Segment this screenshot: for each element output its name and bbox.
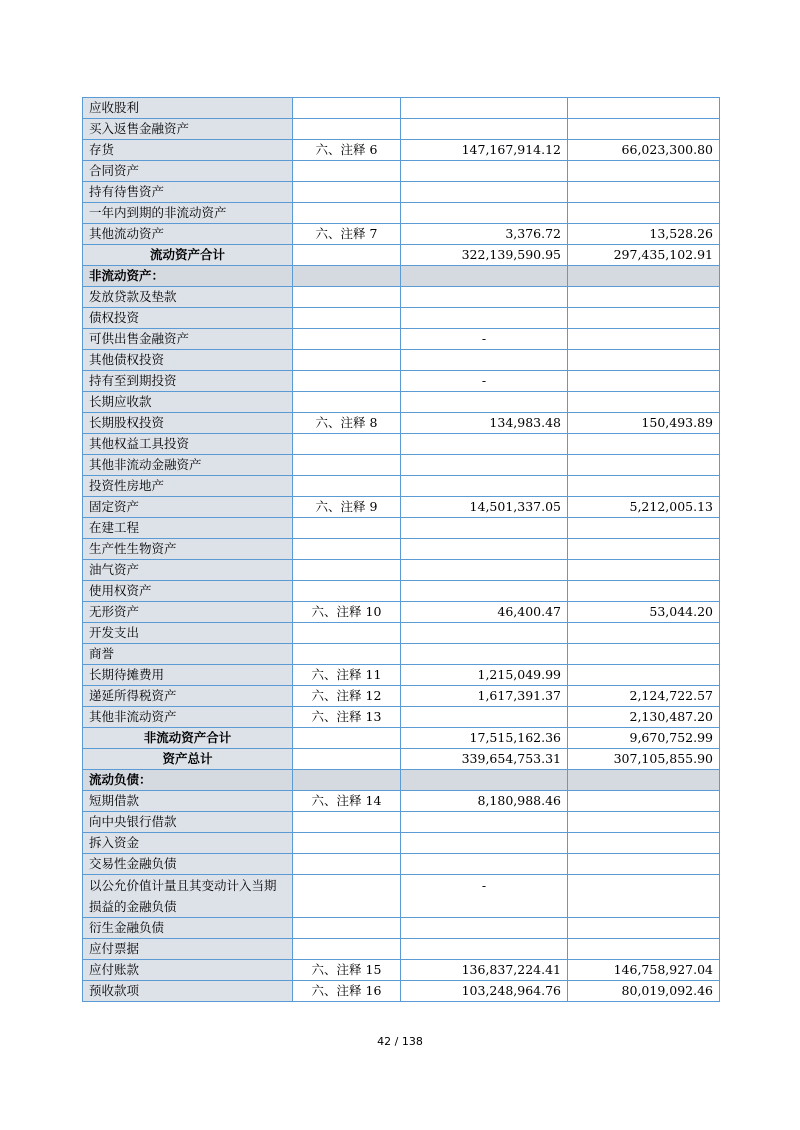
section-label: 非流动资产： xyxy=(83,266,293,287)
row-label: 一年内到期的非流动资产 xyxy=(83,203,293,224)
row-current xyxy=(401,560,568,581)
row-label: 债权投资 xyxy=(83,308,293,329)
section-label: 流动负债： xyxy=(83,770,293,791)
row-note xyxy=(293,161,401,182)
row-note xyxy=(293,560,401,581)
row-current: 17,515,162.36 xyxy=(401,728,568,749)
table-row xyxy=(83,833,720,854)
row-previous xyxy=(568,455,720,476)
row-label: 长期应收款 xyxy=(83,392,293,413)
row-current: 136,837,224.41 xyxy=(401,960,568,981)
row-current xyxy=(401,518,568,539)
row-current xyxy=(401,455,568,476)
row-previous xyxy=(568,939,720,960)
table-row xyxy=(83,203,720,224)
row-label: 预收款项 xyxy=(83,981,293,1002)
row-current xyxy=(401,182,568,203)
row-previous: 13,528.26 xyxy=(568,224,720,245)
row-previous xyxy=(568,581,720,602)
row-note xyxy=(293,833,401,854)
row-current xyxy=(401,707,568,728)
row-previous: 66,023,300.80 xyxy=(568,140,720,161)
table-row xyxy=(83,455,720,476)
row-previous xyxy=(568,287,720,308)
row-previous xyxy=(568,161,720,182)
row-note xyxy=(293,728,401,749)
row-current: 134,983.48 xyxy=(401,413,568,434)
row-note: 六、注释 8 xyxy=(293,413,401,434)
row-previous xyxy=(568,392,720,413)
row-current xyxy=(401,287,568,308)
table-row xyxy=(83,140,720,161)
row-label: 短期借款 xyxy=(83,791,293,812)
row-previous: 80,019,092.46 xyxy=(568,981,720,1002)
row-label: 应收股利 xyxy=(83,98,293,119)
row-previous xyxy=(568,308,720,329)
row-note xyxy=(293,476,401,497)
row-current: - xyxy=(401,875,568,918)
row-label: 其他债权投资 xyxy=(83,350,293,371)
table-row xyxy=(83,497,720,518)
row-label: 合同资产 xyxy=(83,161,293,182)
row-label: 固定资产 xyxy=(83,497,293,518)
row-label: 应付票据 xyxy=(83,939,293,960)
row-previous: 5,212,005.13 xyxy=(568,497,720,518)
table-row xyxy=(83,98,720,119)
row-previous xyxy=(568,812,720,833)
subtotal-row xyxy=(83,728,720,749)
row-label: 其他非流动资产 xyxy=(83,707,293,728)
page-number: 42 / 138 xyxy=(377,1035,423,1048)
row-current: 147,167,914.12 xyxy=(401,140,568,161)
table-row xyxy=(83,707,720,728)
row-current xyxy=(401,770,568,791)
row-note xyxy=(293,266,401,287)
row-note: 六、注释 6 xyxy=(293,140,401,161)
row-note: 六、注释 11 xyxy=(293,665,401,686)
table-row xyxy=(83,287,720,308)
row-current: 46,400.47 xyxy=(401,602,568,623)
row-label: 生产性生物资产 xyxy=(83,539,293,560)
row-label: 使用权资产 xyxy=(83,581,293,602)
row-label: 持有至到期投资 xyxy=(83,371,293,392)
row-previous xyxy=(568,518,720,539)
row-note xyxy=(293,329,401,350)
table-row xyxy=(83,413,720,434)
table-row xyxy=(83,812,720,833)
row-previous: 150,493.89 xyxy=(568,413,720,434)
total-row xyxy=(83,749,720,770)
table-row xyxy=(83,224,720,245)
row-current: 8,180,988.46 xyxy=(401,791,568,812)
row-current xyxy=(401,644,568,665)
row-label: 持有待售资产 xyxy=(83,182,293,203)
table-row xyxy=(83,854,720,875)
row-current xyxy=(401,350,568,371)
row-previous xyxy=(568,560,720,581)
row-note xyxy=(293,119,401,140)
row-label: 应付账款 xyxy=(83,960,293,981)
row-label: 无形资产 xyxy=(83,602,293,623)
table-row xyxy=(83,981,720,1002)
row-label: 买入返售金融资产 xyxy=(83,119,293,140)
row-note: 六、注释 14 xyxy=(293,791,401,812)
row-label: 递延所得税资产 xyxy=(83,686,293,707)
row-note xyxy=(293,434,401,455)
row-previous xyxy=(568,434,720,455)
section-header-row xyxy=(83,266,720,287)
row-note xyxy=(293,203,401,224)
row-current xyxy=(401,266,568,287)
row-note xyxy=(293,644,401,665)
row-note xyxy=(293,308,401,329)
table-row xyxy=(83,960,720,981)
row-note: 六、注释 16 xyxy=(293,981,401,1002)
row-note xyxy=(293,939,401,960)
row-label: 存货 xyxy=(83,140,293,161)
table-row xyxy=(83,371,720,392)
row-current xyxy=(401,203,568,224)
row-note xyxy=(293,287,401,308)
table-row xyxy=(83,119,720,140)
row-previous: 146,758,927.04 xyxy=(568,960,720,981)
table-row xyxy=(83,939,720,960)
table-row xyxy=(83,875,720,918)
row-current: - xyxy=(401,371,568,392)
table-row xyxy=(83,350,720,371)
row-current: 322,139,590.95 xyxy=(401,245,568,266)
row-label: 以公允价值计量且其变动计入当期损益的金融负债 xyxy=(83,875,293,918)
row-previous xyxy=(568,203,720,224)
row-label: 油气资产 xyxy=(83,560,293,581)
row-previous: 2,124,722.57 xyxy=(568,686,720,707)
row-current xyxy=(401,392,568,413)
row-label: 开发支出 xyxy=(83,623,293,644)
table-row xyxy=(83,665,720,686)
row-label: 投资性房地产 xyxy=(83,476,293,497)
row-current xyxy=(401,939,568,960)
row-note xyxy=(293,918,401,939)
row-current xyxy=(401,119,568,140)
row-label: 资产总计 xyxy=(83,749,293,770)
row-current: 1,215,049.99 xyxy=(401,665,568,686)
row-note: 六、注释 7 xyxy=(293,224,401,245)
row-note xyxy=(293,350,401,371)
row-previous xyxy=(568,644,720,665)
row-current xyxy=(401,833,568,854)
row-note xyxy=(293,518,401,539)
row-current: 103,248,964.76 xyxy=(401,981,568,1002)
row-current xyxy=(401,918,568,939)
table-row xyxy=(83,476,720,497)
row-current xyxy=(401,854,568,875)
table-row xyxy=(83,560,720,581)
row-previous xyxy=(568,918,720,939)
balance-sheet-table xyxy=(82,97,720,1002)
row-note xyxy=(293,770,401,791)
table-row xyxy=(83,602,720,623)
row-current: - xyxy=(401,329,568,350)
row-current xyxy=(401,434,568,455)
row-previous xyxy=(568,476,720,497)
row-previous: 2,130,487.20 xyxy=(568,707,720,728)
row-previous xyxy=(568,350,720,371)
row-note xyxy=(293,371,401,392)
row-previous: 297,435,102.91 xyxy=(568,245,720,266)
row-label: 其他非流动金融资产 xyxy=(83,455,293,476)
row-previous xyxy=(568,623,720,644)
table-row xyxy=(83,581,720,602)
table-row xyxy=(83,623,720,644)
row-note xyxy=(293,749,401,770)
row-note: 六、注释 15 xyxy=(293,960,401,981)
row-label: 商誉 xyxy=(83,644,293,665)
row-current: 1,617,391.37 xyxy=(401,686,568,707)
row-label: 衍生金融负债 xyxy=(83,918,293,939)
table-row xyxy=(83,686,720,707)
row-note xyxy=(293,623,401,644)
row-current xyxy=(401,308,568,329)
row-previous xyxy=(568,791,720,812)
row-note xyxy=(293,182,401,203)
row-label: 其他权益工具投资 xyxy=(83,434,293,455)
row-current: 3,376.72 xyxy=(401,224,568,245)
row-label: 长期股权投资 xyxy=(83,413,293,434)
row-note: 六、注释 12 xyxy=(293,686,401,707)
row-label: 流动资产合计 xyxy=(83,245,293,266)
row-current xyxy=(401,812,568,833)
row-current: 14,501,337.05 xyxy=(401,497,568,518)
row-current xyxy=(401,161,568,182)
row-label: 在建工程 xyxy=(83,518,293,539)
row-previous xyxy=(568,266,720,287)
table-row xyxy=(83,329,720,350)
row-previous xyxy=(568,371,720,392)
row-label: 其他流动资产 xyxy=(83,224,293,245)
subtotal-row xyxy=(83,245,720,266)
row-note xyxy=(293,581,401,602)
table-row xyxy=(83,392,720,413)
row-previous: 307,105,855.90 xyxy=(568,749,720,770)
row-note xyxy=(293,245,401,266)
row-note xyxy=(293,875,401,918)
row-previous xyxy=(568,854,720,875)
row-label: 发放贷款及垫款 xyxy=(83,287,293,308)
row-note xyxy=(293,539,401,560)
row-note xyxy=(293,455,401,476)
row-previous: 53,044.20 xyxy=(568,602,720,623)
row-note xyxy=(293,98,401,119)
row-label: 拆入资金 xyxy=(83,833,293,854)
row-label: 向中央银行借款 xyxy=(83,812,293,833)
table-row xyxy=(83,791,720,812)
table-row xyxy=(83,308,720,329)
row-previous xyxy=(568,539,720,560)
row-note xyxy=(293,812,401,833)
table-row xyxy=(83,518,720,539)
row-note xyxy=(293,854,401,875)
row-previous xyxy=(568,119,720,140)
row-current xyxy=(401,623,568,644)
row-label: 非流动资产合计 xyxy=(83,728,293,749)
row-previous xyxy=(568,665,720,686)
row-previous xyxy=(568,875,720,918)
row-note: 六、注释 10 xyxy=(293,602,401,623)
row-previous xyxy=(568,329,720,350)
section-header-row xyxy=(83,770,720,791)
table-row xyxy=(83,182,720,203)
row-previous xyxy=(568,833,720,854)
row-note: 六、注释 9 xyxy=(293,497,401,518)
table-row xyxy=(83,161,720,182)
row-current xyxy=(401,98,568,119)
row-note: 六、注释 13 xyxy=(293,707,401,728)
table-row xyxy=(83,644,720,665)
row-current: 339,654,753.31 xyxy=(401,749,568,770)
table-row xyxy=(83,434,720,455)
table-row xyxy=(83,539,720,560)
row-previous xyxy=(568,182,720,203)
row-current xyxy=(401,476,568,497)
row-previous xyxy=(568,770,720,791)
row-previous xyxy=(568,98,720,119)
table-row xyxy=(83,918,720,939)
row-current xyxy=(401,581,568,602)
row-previous: 9,670,752.99 xyxy=(568,728,720,749)
row-label: 交易性金融负债 xyxy=(83,854,293,875)
row-current xyxy=(401,539,568,560)
row-label: 可供出售金融资产 xyxy=(83,329,293,350)
row-note xyxy=(293,392,401,413)
row-label: 长期待摊费用 xyxy=(83,665,293,686)
